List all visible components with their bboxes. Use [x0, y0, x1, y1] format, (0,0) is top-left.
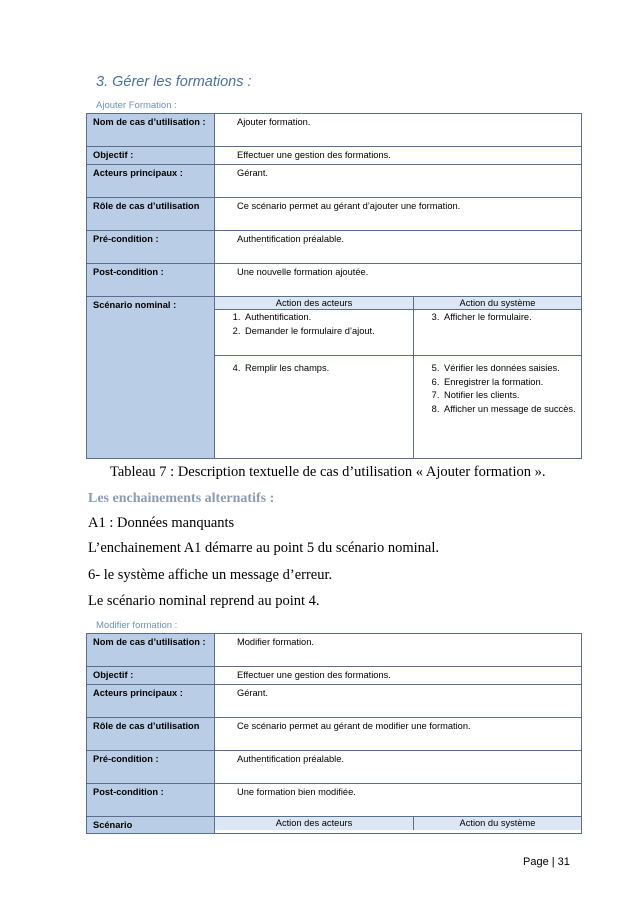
row-label: Acteurs principaux :: [87, 684, 215, 717]
alternative-line: 6- le système affiche un message d’erreur.: [88, 567, 333, 583]
row-value: Gérant.: [215, 684, 582, 717]
list-item: 3. Afficher le formulaire.: [442, 311, 577, 325]
row-label: Pré-condition :: [87, 230, 215, 263]
row-value: Une nouvelle formation ajoutée.: [215, 263, 582, 296]
alternative-line: L’enchainement A1 démarre au point 5 du scénario nominal.: [88, 540, 439, 556]
alternative-line: Le scénario nominal reprend au point 4.: [88, 593, 320, 609]
scenario-label: Scénario nominal :: [87, 296, 215, 458]
system-steps-cell: [414, 310, 582, 356]
row-label: Pré-condition :: [87, 750, 215, 783]
list-item: 2. Demander le formulaire d’ajout.: [243, 325, 409, 339]
row-value: Authentification préalable.: [215, 230, 582, 263]
row-label: Post-condition :: [87, 783, 215, 816]
row-value: Effectuer une gestion des formations.: [215, 147, 582, 165]
row-label: Post-condition :: [87, 263, 215, 296]
scenario-cell: [215, 816, 582, 834]
actors-header: Action des acteurs: [215, 817, 414, 830]
system-header: Action du système: [414, 297, 582, 310]
table-modifier-formation: [86, 633, 582, 834]
actor-steps-list: [219, 362, 409, 376]
actor-steps-cell: [215, 356, 414, 458]
actor-steps-cell: [215, 310, 414, 356]
row-value: Modifier formation.: [215, 634, 582, 667]
row-label: Nom de cas d’utilisation :: [87, 634, 215, 667]
row-label: Objectif :: [87, 147, 215, 165]
section-heading: 3. Gérer les formations :: [96, 74, 252, 90]
actors-header: Action des acteurs: [215, 297, 414, 310]
scenario-cell: [215, 296, 582, 458]
row-value: Ce scénario permet au gérant d’ajouter une formation.: [215, 197, 582, 230]
row-label: Rôle de cas d’utilisation: [87, 197, 215, 230]
table2-caption: Modifier formation :: [96, 620, 178, 631]
row-value: Ce scénario permet au gérant de modifier une formation.: [215, 717, 582, 750]
row-value: Authentification préalable.: [215, 750, 582, 783]
scenario-label: Scénario: [87, 816, 215, 834]
row-value: Une formation bien modifiée.: [215, 783, 582, 816]
system-steps-cell: [414, 356, 582, 458]
row-value: Ajouter formation.: [215, 114, 582, 147]
table1-caption: Ajouter Formation :: [96, 100, 177, 111]
actor-steps-list: [219, 311, 409, 338]
list-item: 5. Vérifier les données saisies.: [442, 362, 577, 376]
list-item: 7. Notifier les clients.: [442, 389, 577, 403]
row-value: Effectuer une gestion des formations.: [215, 667, 582, 685]
scenario-table: [215, 297, 581, 458]
table-caption: Tableau 7 : Description textuelle de cas d’utilisation « Ajouter formation ».: [110, 464, 546, 480]
list-item: 8. Afficher un message de succès.: [442, 403, 577, 417]
list-item: 1. Authentification.: [243, 311, 409, 325]
system-steps-list: [418, 362, 577, 416]
system-steps-list: [418, 311, 577, 325]
row-label: Objectif :: [87, 667, 215, 685]
system-header: Action du système: [414, 817, 582, 830]
list-item: 4. Remplir les champs.: [243, 362, 409, 376]
list-item: 6. Enregistrer la formation.: [442, 376, 577, 390]
scenario-table: [215, 817, 581, 830]
table-ajouter-formation: [86, 113, 582, 459]
alternatives-title: Les enchainements alternatifs :: [88, 491, 275, 506]
row-value: Gérant.: [215, 164, 582, 197]
alternative-line: A1 : Données manquants: [88, 515, 235, 531]
row-label: Nom de cas d’utilisation :: [87, 114, 215, 147]
row-label: Acteurs principaux :: [87, 164, 215, 197]
row-label: Rôle de cas d’utilisation: [87, 717, 215, 750]
page-number: Page | 31: [523, 856, 570, 868]
